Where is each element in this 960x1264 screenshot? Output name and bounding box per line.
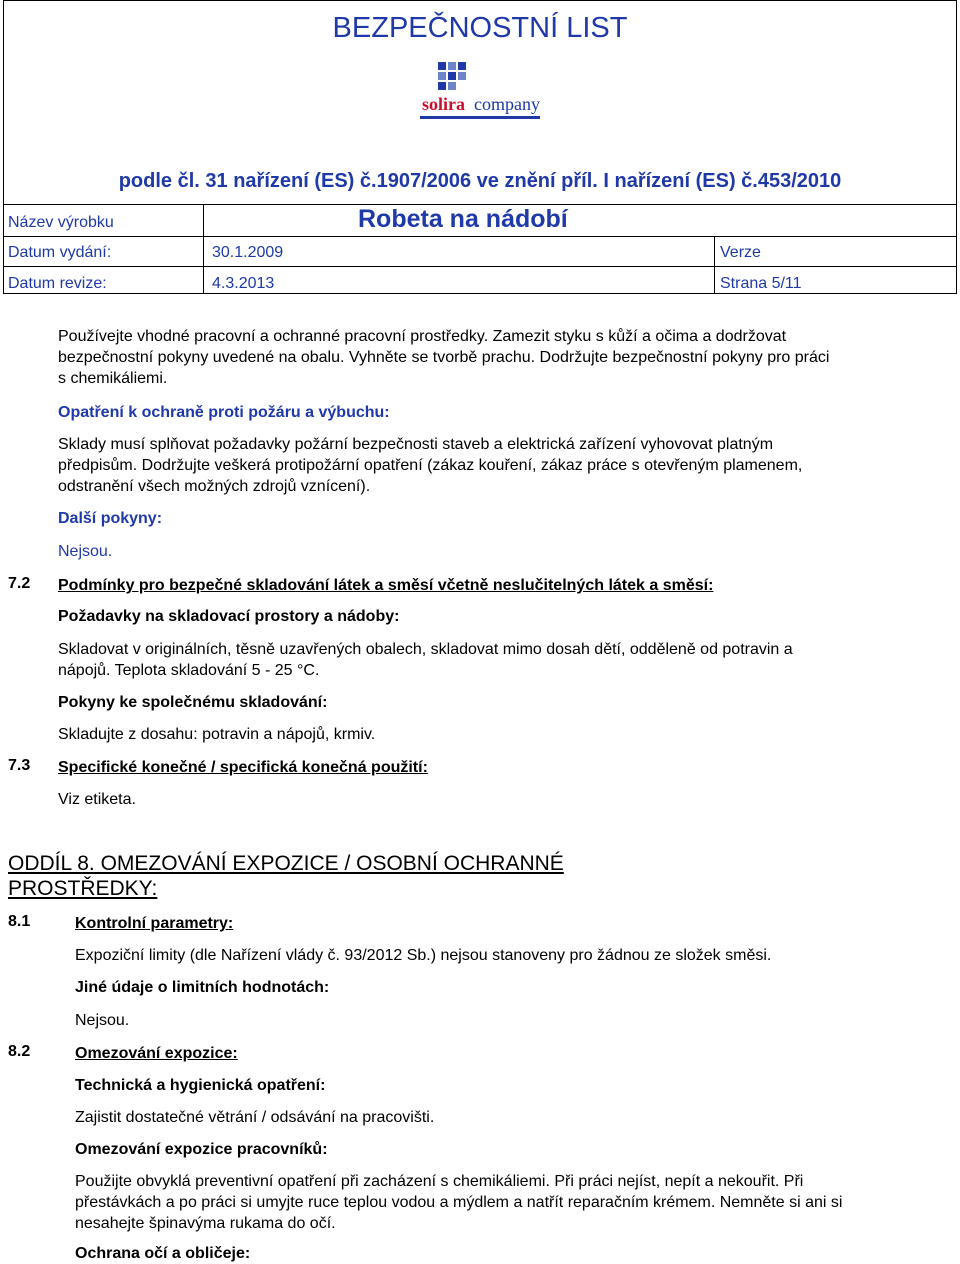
fire-text: odstranění všech možných zdrojů vznícení). — [58, 478, 371, 495]
section-number: 7.2 — [8, 575, 31, 592]
document-title: BEZPEČNOSTNÍ LIST — [332, 12, 628, 44]
svg-text:company: company — [474, 94, 540, 114]
svg-text:solira: solira — [422, 94, 465, 114]
other-instructions-text: Nejsou. — [58, 543, 113, 560]
header-divider — [714, 236, 715, 294]
section-8-heading: PROSTŘEDKY: — [8, 877, 158, 900]
eye-protection-heading: Ochrana očí a obličeje: — [75, 1245, 251, 1262]
fire-heading: Opatření k ochraně proti požáru a výbuchu: — [58, 404, 390, 421]
header-divider — [203, 204, 204, 294]
limit-values-text: Nejsou. — [75, 1012, 130, 1029]
technical-measures-text: Zajistit dostatečné větrání / odsávání na pracovišti. — [75, 1109, 435, 1126]
storage-requirements-heading: Požadavky na skladovací prostory a nádoby: — [58, 608, 400, 625]
worker-exposure-heading: Omezování expozice pracovníků: — [75, 1141, 328, 1158]
section-8-2-title: Omezování expozice: — [75, 1045, 238, 1062]
section-7-2-title: Podmínky pro bezpečné skladování látek a směsí včetně neslučitelných látek a směsí: — [58, 577, 714, 594]
page-number: Strana 5/11 — [720, 275, 802, 292]
intro-text: s chemikáliemi. — [58, 370, 168, 387]
product-label: Název výrobku — [8, 214, 114, 231]
intro-text: Používejte vhodné pracovní a ochranné pracovní prostředky. Zamezit styku s kůží a očima a dodržovat — [58, 328, 787, 345]
limit-values-heading: Jiné údaje o limitních hodnotách: — [75, 979, 330, 996]
regulation-reference: podle čl. 31 nařízení (ES) č.1907/2006 ve znění příl. I nařízení (ES) č.453/2010 — [118, 170, 842, 192]
intro-text: bezpečnostní pokyny uvedené na obalu. Vyhněte se tvorbě prachu. Dodržujte bezpečnostní pokyny pro práci — [58, 349, 830, 366]
header-rule — [3, 266, 957, 267]
worker-exposure-text: přestávkách a po práci si umyjte ruce teplou vodou a mýdlem a natřít reparačním krémem. Nemněte si ani si — [75, 1194, 843, 1211]
fire-text: předpisům. Dodržujte veškerá protipožární opatření (zákaz kouření, zákaz práce s otevřeným plamenem, — [58, 457, 803, 474]
exposure-limits-text: Expoziční limity (dle Nařízení vlády č. 93/2012 Sb.) nejsou stanoveny pro žádnou ze složek směsi. — [75, 947, 772, 964]
joint-storage-heading: Pokyny ke společnému skladování: — [58, 694, 328, 711]
joint-storage-text: Skladujte z dosahu: potravin a nápojů, krmiv. — [58, 726, 376, 743]
storage-requirements-text: Skladovat v originálních, těsně uzavřených obalech, skladovat mimo dosah dětí, odděleně od potravin a — [58, 641, 793, 658]
product-name: Robeta na nádobí — [358, 205, 568, 233]
section-7-3-text: Viz etiketa. — [58, 791, 136, 808]
revision-date-label: Datum revize: — [8, 275, 107, 292]
header-rule — [3, 236, 957, 237]
section-8-heading: ODDÍL 8. OMEZOVÁNÍ EXPOZICE / OSOBNÍ OCHRANNÉ — [8, 852, 564, 875]
fire-text: Sklady musí splňovat požadavky požární bezpečnosti staveb a elektrická zařízení vyhovovat platným — [58, 436, 774, 453]
other-instructions-heading: Další pokyny: — [58, 510, 163, 527]
worker-exposure-text: Použijte obvyklá preventivní opatření při zacházení s chemikáliemi. Při práci nejíst, nepít a nekouřit. Při — [75, 1173, 804, 1190]
section-number: 7.3 — [8, 757, 31, 774]
storage-requirements-text: nápojů. Teplota skladování 5 - 25 °C. — [58, 662, 320, 679]
section-8-1-title: Kontrolní parametry: — [75, 915, 234, 932]
section-number: 8.1 — [8, 913, 31, 930]
technical-measures-heading: Technická a hygienická opatření: — [75, 1077, 326, 1094]
revision-date: 4.3.2013 — [212, 275, 275, 292]
section-number: 8.2 — [8, 1043, 31, 1060]
issue-date-label: Datum vydání: — [8, 244, 112, 261]
section-7-3-title: Specifické konečné / specifická konečná použití: — [58, 759, 428, 776]
worker-exposure-text: nesahejte špinavýma rukama do očí. — [75, 1215, 336, 1232]
company-logo — [420, 62, 540, 128]
version-label: Verze — [720, 244, 761, 261]
issue-date: 30.1.2009 — [212, 244, 284, 261]
